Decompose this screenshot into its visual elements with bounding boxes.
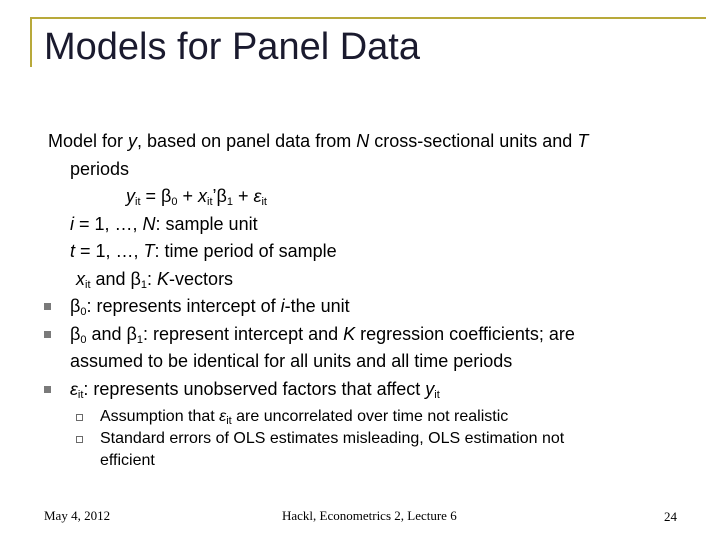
square-bullet-icon — [44, 331, 51, 338]
sub-bullet-standard-errors: Standard errors of OLS estimates misleading, OLS estimation not — [48, 428, 688, 450]
title-frame-top — [30, 17, 706, 19]
sub-bullet-list — [48, 406, 688, 472]
index-i-definition: i = 1, …, N: sample unit — [70, 213, 258, 234]
intro-line-2: periods — [70, 158, 130, 179]
bullet-beta0: $\beta_0$: represents intercept of i-the unit — [48, 293, 688, 321]
vector-definition: $x_{it}$ and $\beta_1$: K-vectors — [76, 268, 234, 291]
footer-date: May 4, 2012 — [44, 508, 111, 523]
page-number: 24 — [664, 509, 677, 524]
index-t-definition: t = 1, …, T: time period of sample — [70, 241, 337, 261]
model-equation: $y_{it} = \beta_0$ + $x_{it}’\beta_1 + \varepsilon_{it}$ — [126, 186, 267, 208]
bullet-beta0-beta1-continued: assumed to be identical for all units and all time periods — [70, 351, 513, 371]
square-bullet-icon — [44, 386, 51, 393]
slide-body — [48, 128, 688, 472]
footer-course: Hackl, Econometrics 2, Lecture 6 — [282, 508, 457, 523]
slide-title: Models for Panel Data — [44, 26, 420, 68]
intro-line-1: Model for y, based on panel data from N cross-sectional units and T — [48, 131, 589, 151]
square-bullet-icon — [44, 303, 51, 310]
hollow-square-bullet-icon — [76, 414, 83, 421]
sub-bullet-standard-errors-continued: efficient — [100, 452, 155, 469]
bullet-epsilon: $\varepsilon_{it}$: represents unobserved factors that affect $y_{it}$ — [48, 376, 688, 404]
bullet-beta0-beta1: $\beta_0$ and $\beta_1$: represent intercept and K regression coefficients; are — [48, 321, 688, 349]
title-frame-left — [30, 17, 32, 67]
hollow-square-bullet-icon — [76, 436, 83, 443]
sub-bullet-assumption: Assumption that $\varepsilon_{it}$ are uncorrelated over time not realistic — [48, 406, 688, 428]
